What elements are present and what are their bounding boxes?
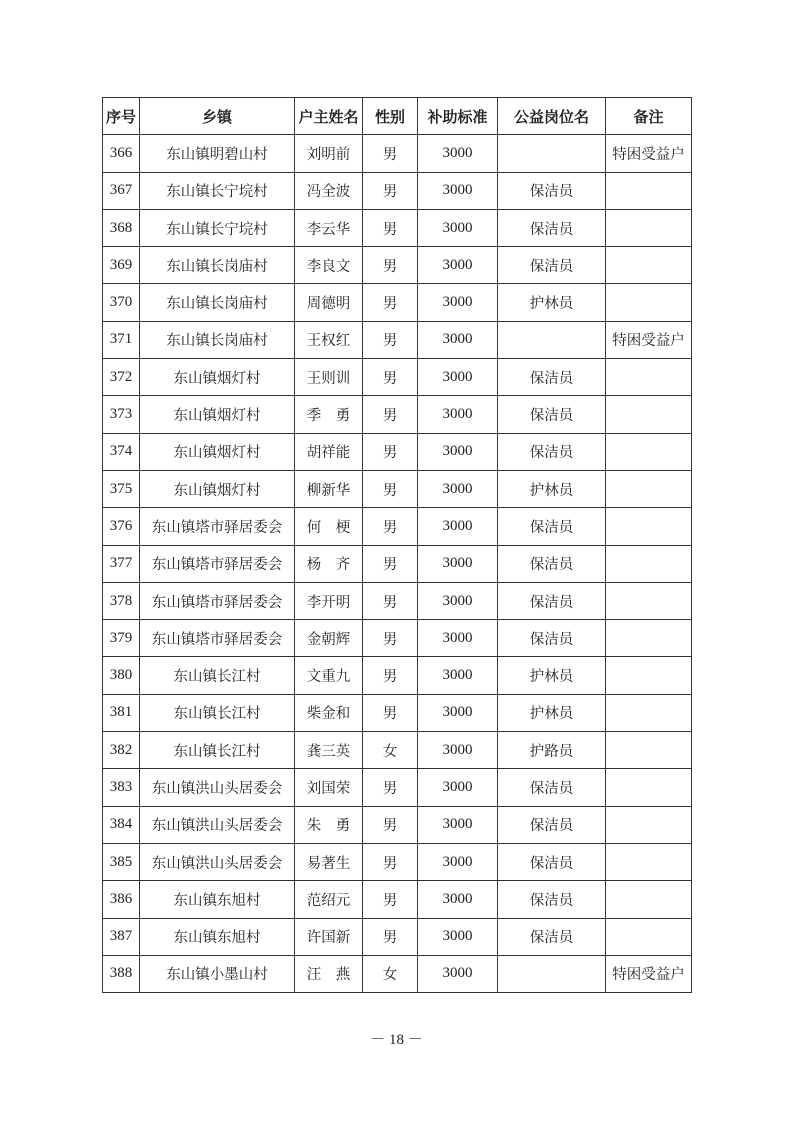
cell-col-township: 东山镇烟灯村	[140, 359, 295, 396]
cell-col-index: 375	[103, 470, 140, 507]
table-row	[103, 284, 692, 321]
cell-col-index: 376	[103, 508, 140, 545]
cell-col-township: 东山镇烟灯村	[140, 433, 295, 470]
cell-col-subsidy: 3000	[418, 172, 498, 209]
cell-col-remark	[606, 284, 692, 321]
cell-col-subsidy: 3000	[418, 396, 498, 433]
cell-col-position: 保洁员	[498, 843, 606, 880]
cell-col-township: 东山镇洪山头居委会	[140, 769, 295, 806]
cell-col-remark	[606, 209, 692, 246]
cell-col-gender: 男	[363, 321, 418, 358]
cell-col-township: 东山镇塔市驿居委会	[140, 545, 295, 582]
table-row	[103, 769, 692, 806]
cell-col-gender: 男	[363, 881, 418, 918]
cell-col-subsidy: 3000	[418, 806, 498, 843]
cell-col-subsidy: 3000	[418, 284, 498, 321]
cell-col-position: 保洁员	[498, 620, 606, 657]
cell-col-township: 东山镇长岗庙村	[140, 321, 295, 358]
cell-col-subsidy: 3000	[418, 582, 498, 619]
cell-col-remark	[606, 694, 692, 731]
cell-col-position: 保洁员	[498, 918, 606, 955]
table-row	[103, 620, 692, 657]
cell-col-position: 保洁员	[498, 396, 606, 433]
table-row	[103, 657, 692, 694]
cell-col-gender: 男	[363, 620, 418, 657]
cell-col-position: 护林员	[498, 284, 606, 321]
cell-col-gender: 男	[363, 918, 418, 955]
cell-col-township: 东山镇洪山头居委会	[140, 843, 295, 880]
table-row	[103, 433, 692, 470]
table-row	[103, 396, 692, 433]
cell-col-remark	[606, 806, 692, 843]
cell-col-township: 东山镇明碧山村	[140, 135, 295, 172]
cell-col-gender: 男	[363, 284, 418, 321]
cell-col-householder: 李云华	[295, 209, 363, 246]
cell-col-position: 保洁员	[498, 433, 606, 470]
cell-col-subsidy: 3000	[418, 433, 498, 470]
cell-col-index: 387	[103, 918, 140, 955]
cell-col-householder: 李开明	[295, 582, 363, 619]
cell-col-remark	[606, 247, 692, 284]
table-row	[103, 247, 692, 284]
cell-col-subsidy: 3000	[418, 694, 498, 731]
cell-col-index: 366	[103, 135, 140, 172]
table-row	[103, 843, 692, 880]
cell-col-gender: 男	[363, 843, 418, 880]
cell-col-subsidy: 3000	[418, 620, 498, 657]
cell-col-township: 东山镇长江村	[140, 732, 295, 769]
table-row	[103, 732, 692, 769]
cell-col-index: 383	[103, 769, 140, 806]
cell-col-index: 379	[103, 620, 140, 657]
cell-col-remark	[606, 508, 692, 545]
table-row	[103, 172, 692, 209]
cell-col-position: 护林员	[498, 657, 606, 694]
cell-col-index: 371	[103, 321, 140, 358]
cell-col-remark	[606, 620, 692, 657]
cell-col-township: 东山镇洪山头居委会	[140, 806, 295, 843]
cell-col-index: 374	[103, 433, 140, 470]
table-row	[103, 955, 692, 992]
cell-col-township: 东山镇烟灯村	[140, 396, 295, 433]
table-row	[103, 918, 692, 955]
cell-col-index: 377	[103, 545, 140, 582]
cell-col-township: 东山镇长岗庙村	[140, 247, 295, 284]
cell-col-householder: 柴金和	[295, 694, 363, 731]
cell-col-index: 388	[103, 955, 140, 992]
cell-col-householder: 周德明	[295, 284, 363, 321]
table-row	[103, 582, 692, 619]
cell-col-position	[498, 955, 606, 992]
cell-col-gender: 男	[363, 470, 418, 507]
header-col-gender: 性别	[363, 98, 418, 135]
header-col-householder: 户主姓名	[295, 98, 363, 135]
cell-col-township: 东山镇塔市驿居委会	[140, 582, 295, 619]
cell-col-position: 保洁员	[498, 769, 606, 806]
cell-col-remark	[606, 881, 692, 918]
beneficiary-table	[102, 97, 692, 993]
header-col-township: 乡镇	[140, 98, 295, 135]
cell-col-gender: 男	[363, 694, 418, 731]
cell-col-gender: 男	[363, 433, 418, 470]
cell-col-householder: 汪 燕	[295, 955, 363, 992]
table-header-row	[103, 98, 692, 135]
cell-col-gender: 男	[363, 508, 418, 545]
cell-col-position: 保洁员	[498, 172, 606, 209]
table-row	[103, 881, 692, 918]
cell-col-gender: 男	[363, 247, 418, 284]
cell-col-index: 370	[103, 284, 140, 321]
table-row	[103, 694, 692, 731]
cell-col-township: 东山镇塔市驿居委会	[140, 620, 295, 657]
table-row	[103, 470, 692, 507]
cell-col-remark	[606, 918, 692, 955]
cell-col-householder: 王则训	[295, 359, 363, 396]
cell-col-remark	[606, 172, 692, 209]
cell-col-index: 382	[103, 732, 140, 769]
table-row	[103, 508, 692, 545]
cell-col-subsidy: 3000	[418, 769, 498, 806]
cell-col-subsidy: 3000	[418, 843, 498, 880]
cell-col-gender: 女	[363, 732, 418, 769]
cell-col-householder: 龚三英	[295, 732, 363, 769]
table-row	[103, 321, 692, 358]
cell-col-gender: 男	[363, 806, 418, 843]
cell-col-position: 护路员	[498, 732, 606, 769]
header-col-remark: 备注	[606, 98, 692, 135]
cell-col-householder: 柳新华	[295, 470, 363, 507]
cell-col-subsidy: 3000	[418, 470, 498, 507]
cell-col-remark	[606, 769, 692, 806]
cell-col-position: 保洁员	[498, 881, 606, 918]
cell-col-subsidy: 3000	[418, 247, 498, 284]
cell-col-remark: 特困受益户	[606, 321, 692, 358]
cell-col-householder: 朱 勇	[295, 806, 363, 843]
cell-col-remark	[606, 545, 692, 582]
cell-col-position: 护林员	[498, 694, 606, 731]
cell-col-township: 东山镇长江村	[140, 657, 295, 694]
cell-col-position	[498, 321, 606, 358]
cell-col-position: 保洁员	[498, 209, 606, 246]
cell-col-householder: 冯全波	[295, 172, 363, 209]
cell-col-remark	[606, 657, 692, 694]
page-number: － 18 －	[370, 1032, 423, 1048]
cell-col-householder: 何 梗	[295, 508, 363, 545]
cell-col-subsidy: 3000	[418, 657, 498, 694]
cell-col-householder: 文重九	[295, 657, 363, 694]
cell-col-township: 东山镇塔市驿居委会	[140, 508, 295, 545]
cell-col-gender: 男	[363, 135, 418, 172]
cell-col-gender: 男	[363, 582, 418, 619]
cell-col-position: 保洁员	[498, 508, 606, 545]
cell-col-remark: 特困受益户	[606, 955, 692, 992]
cell-col-remark	[606, 582, 692, 619]
cell-col-township: 东山镇东旭村	[140, 918, 295, 955]
cell-col-remark	[606, 396, 692, 433]
cell-col-householder: 王权红	[295, 321, 363, 358]
cell-col-index: 367	[103, 172, 140, 209]
cell-col-township: 东山镇长宁垸村	[140, 209, 295, 246]
cell-col-position: 保洁员	[498, 582, 606, 619]
cell-col-householder: 许国新	[295, 918, 363, 955]
cell-col-subsidy: 3000	[418, 545, 498, 582]
cell-col-township: 东山镇长江村	[140, 694, 295, 731]
header-col-index: 序号	[103, 98, 140, 135]
cell-col-subsidy: 3000	[418, 321, 498, 358]
cell-col-index: 385	[103, 843, 140, 880]
cell-col-position: 保洁员	[498, 359, 606, 396]
cell-col-remark	[606, 732, 692, 769]
cell-col-remark	[606, 470, 692, 507]
cell-col-remark: 特困受益户	[606, 135, 692, 172]
cell-col-householder: 易著生	[295, 843, 363, 880]
cell-col-index: 368	[103, 209, 140, 246]
cell-col-remark	[606, 359, 692, 396]
cell-col-index: 373	[103, 396, 140, 433]
cell-col-index: 369	[103, 247, 140, 284]
cell-col-gender: 女	[363, 955, 418, 992]
cell-col-index: 384	[103, 806, 140, 843]
cell-col-gender: 男	[363, 209, 418, 246]
cell-col-householder: 胡祥能	[295, 433, 363, 470]
cell-col-householder: 金朝辉	[295, 620, 363, 657]
cell-col-index: 378	[103, 582, 140, 619]
cell-col-remark	[606, 433, 692, 470]
cell-col-householder: 季 勇	[295, 396, 363, 433]
table-row	[103, 545, 692, 582]
cell-col-gender: 男	[363, 657, 418, 694]
cell-col-subsidy: 3000	[418, 881, 498, 918]
cell-col-subsidy: 3000	[418, 135, 498, 172]
cell-col-position	[498, 135, 606, 172]
table-row	[103, 209, 692, 246]
cell-col-householder: 杨 齐	[295, 545, 363, 582]
cell-col-householder: 刘明前	[295, 135, 363, 172]
cell-col-position: 保洁员	[498, 806, 606, 843]
cell-col-index: 372	[103, 359, 140, 396]
cell-col-position: 护林员	[498, 470, 606, 507]
cell-col-gender: 男	[363, 172, 418, 209]
cell-col-subsidy: 3000	[418, 732, 498, 769]
cell-col-position: 保洁员	[498, 247, 606, 284]
cell-col-gender: 男	[363, 769, 418, 806]
header-col-subsidy: 补助标准	[418, 98, 498, 135]
table-row	[103, 359, 692, 396]
cell-col-township: 东山镇长宁垸村	[140, 172, 295, 209]
cell-col-subsidy: 3000	[418, 209, 498, 246]
cell-col-index: 380	[103, 657, 140, 694]
cell-col-gender: 男	[363, 545, 418, 582]
cell-col-index: 381	[103, 694, 140, 731]
table-row	[103, 806, 692, 843]
header-col-position: 公益岗位名	[498, 98, 606, 135]
table-row	[103, 135, 692, 172]
cell-col-index: 386	[103, 881, 140, 918]
cell-col-subsidy: 3000	[418, 918, 498, 955]
cell-col-subsidy: 3000	[418, 508, 498, 545]
cell-col-position: 保洁员	[498, 545, 606, 582]
cell-col-subsidy: 3000	[418, 955, 498, 992]
cell-col-householder: 李良文	[295, 247, 363, 284]
cell-col-subsidy: 3000	[418, 359, 498, 396]
cell-col-township: 东山镇东旭村	[140, 881, 295, 918]
cell-col-township: 东山镇烟灯村	[140, 470, 295, 507]
cell-col-gender: 男	[363, 359, 418, 396]
cell-col-township: 东山镇长岗庙村	[140, 284, 295, 321]
cell-col-township: 东山镇小墨山村	[140, 955, 295, 992]
cell-col-remark	[606, 843, 692, 880]
cell-col-householder: 范绍元	[295, 881, 363, 918]
cell-col-householder: 刘国荣	[295, 769, 363, 806]
cell-col-gender: 男	[363, 396, 418, 433]
